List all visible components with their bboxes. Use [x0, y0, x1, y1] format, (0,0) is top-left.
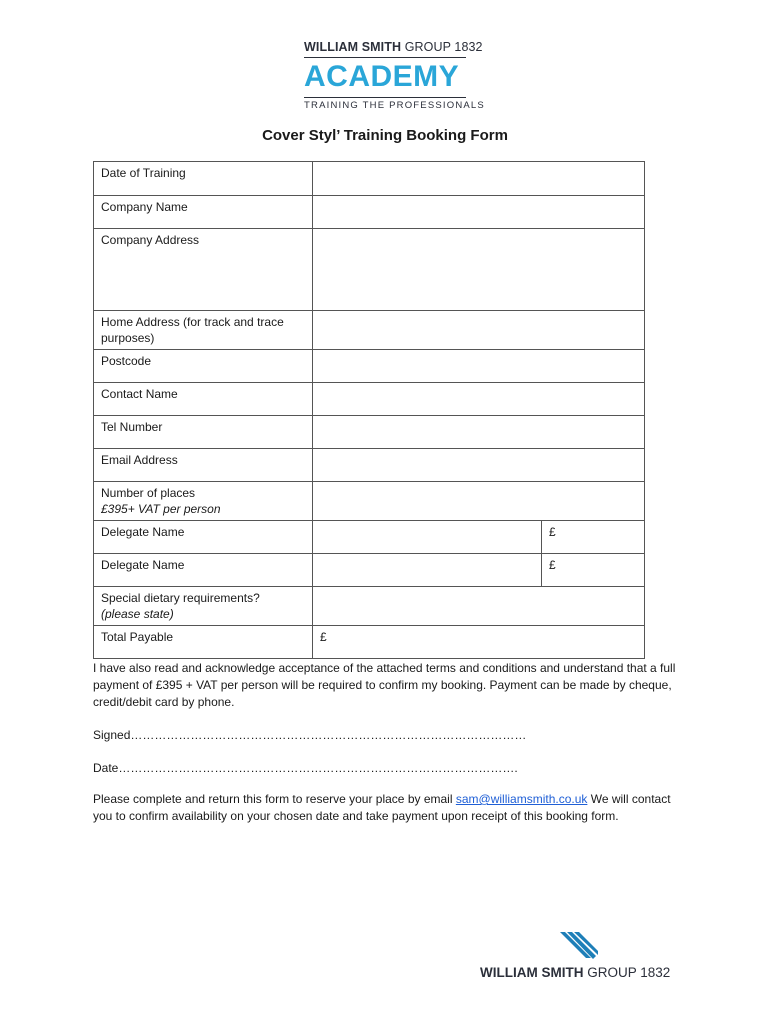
- closing-paragraph: [93, 791, 683, 825]
- date-of-training-label: Date of Training: [94, 162, 313, 196]
- terms-paragraph: I have also read and acknowledge acceptance of the attached terms and conditions and understand that a full payment of £395 + VAT per person will be required to confirm my booking. Payment can be made by cheque, credit/debit card by phone.: [93, 661, 676, 709]
- total-payable-label: Total Payable: [94, 626, 313, 659]
- tel-number-label: Tel Number: [94, 416, 313, 449]
- closing-text-after: We will contact you to confirm availability on your chosen date and take payment upon receipt of this booking form.: [93, 792, 671, 823]
- date-of-training-field[interactable]: [313, 162, 645, 196]
- postcode-field[interactable]: [313, 350, 645, 383]
- delegate-name-field-1[interactable]: [313, 521, 542, 554]
- logo-tagline: TRAINING THE PROFESSIONALS: [304, 100, 485, 111]
- dietary-text: Special dietary requirements?: [101, 591, 260, 605]
- logo-brand-bold: WILLIAM SMITH: [304, 40, 402, 54]
- price-note: £395+ VAT per person: [101, 502, 221, 516]
- number-of-places-label: [94, 482, 313, 521]
- email-link[interactable]: sam@williamsmith.co.uk: [455, 792, 588, 806]
- delegate-price-field-2[interactable]: £: [542, 554, 645, 587]
- company-name-field[interactable]: [313, 196, 645, 229]
- footer-brand-text: [480, 965, 670, 980]
- booking-form-table: [93, 161, 645, 659]
- logo-academy-word: ACADEMY: [304, 60, 460, 93]
- email-address-field[interactable]: [313, 449, 645, 482]
- delegate-name-field-2[interactable]: [313, 554, 542, 587]
- logo-brand-line: [304, 40, 483, 54]
- company-address-field[interactable]: [313, 229, 645, 311]
- dietary-label: [94, 587, 313, 626]
- form-title: Cover Styl’ Training Booking Form: [262, 127, 508, 144]
- contact-name-label: Contact Name: [94, 383, 313, 416]
- closing-text-before: Please complete and return this form to reserve your place by email: [93, 792, 456, 806]
- logo-top-rule: [304, 57, 466, 58]
- home-address-field[interactable]: [313, 311, 645, 350]
- logo-brand-rest: GROUP 1832: [404, 40, 483, 54]
- signed-line[interactable]: Signed………………………………………………………………………………………: [93, 728, 527, 742]
- footer-logo: [480, 932, 680, 984]
- academy-logo: [304, 40, 485, 111]
- home-address-label: Home Address (for track and trace purposes): [94, 311, 313, 350]
- dietary-field[interactable]: [313, 587, 645, 626]
- tel-number-field[interactable]: [313, 416, 645, 449]
- delegate-name-label-1: Delegate Name: [94, 521, 313, 554]
- contact-name-field[interactable]: [313, 383, 645, 416]
- delegate-name-label-2: Delegate Name: [94, 554, 313, 587]
- date-line[interactable]: Date……………………………………………………………………………………….: [93, 761, 518, 775]
- please-state-text: (please state): [101, 607, 174, 621]
- delegate-price-field-1[interactable]: £: [542, 521, 645, 554]
- number-of-places-text: Number of places: [101, 486, 196, 500]
- number-of-places-field[interactable]: [313, 482, 645, 521]
- footer-brand-bold: WILLIAM SMITH: [480, 965, 584, 980]
- logo-bottom-rule: [304, 97, 466, 98]
- email-address-label: Email Address: [94, 449, 313, 482]
- company-name-label: Company Name: [94, 196, 313, 229]
- footer-brand-rest: GROUP 1832: [587, 965, 671, 980]
- postcode-label: Postcode: [94, 350, 313, 383]
- total-payable-field[interactable]: £: [313, 626, 645, 659]
- company-address-label: Company Address: [94, 229, 313, 311]
- stripes-icon: [558, 932, 598, 960]
